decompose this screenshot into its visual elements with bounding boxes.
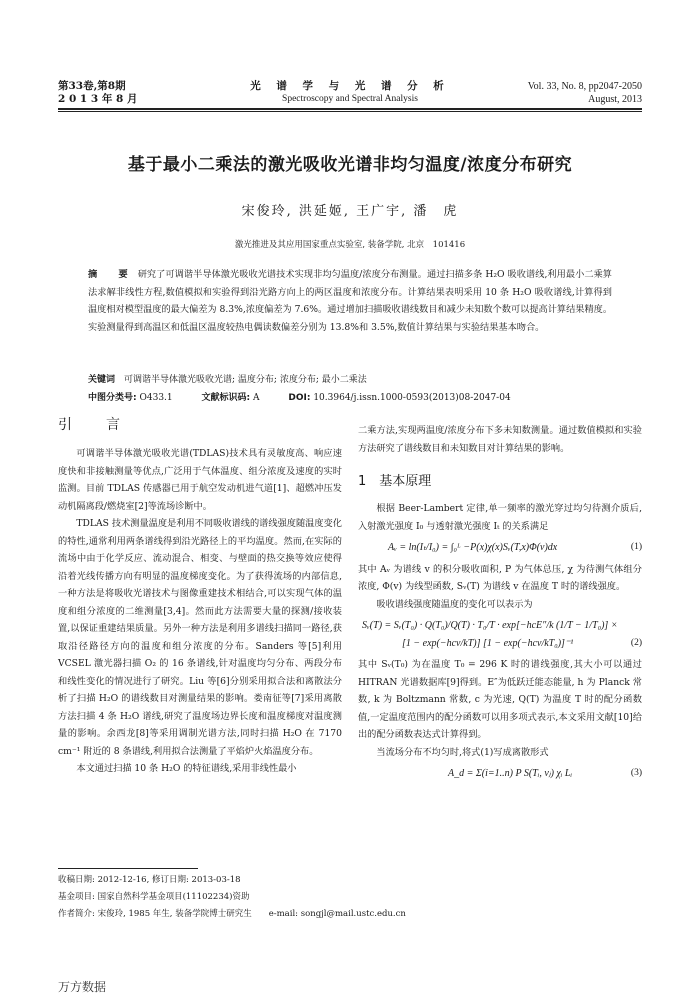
section1-paragraph-1: 根据 Beer-Lambert 定律,单一频率的激光穿过均匀待测介质后,入射激光强度 I₀ 与透射激光强度 Iₜ 的关系满足 [358, 503, 642, 532]
abstract [88, 266, 612, 336]
header-rule-thin [58, 111, 642, 112]
doi-value: 10.3964/j.issn.1000-0593(2013)08-2047-04 [313, 393, 511, 403]
intro-paragraph-3: 本文通过扫描 10 条 H₂O 的特征谱线,采用非线性最小 [76, 763, 297, 774]
equation-3 [358, 765, 642, 783]
equation-2-line-a: Sᵥ(T) = Sᵥ(T₀) · Q(T₀)/Q(T) · T₀/T · exp[−hcE″/k (1/T − 1/T₀)] × [362, 620, 618, 631]
section1-paragraph-5: 当流场分布不均匀时,将式(1)写成离散形式 [376, 746, 549, 758]
doc-value: A [253, 393, 260, 403]
header-rule [58, 108, 642, 110]
keywords-label: 关键词 [88, 375, 116, 385]
journal-en: Spectroscopy and Spectral Analysis [282, 94, 418, 104]
volume-en: Vol. 33, No. 8, pp2047-2050 [527, 81, 642, 92]
header-issue [528, 80, 642, 106]
equation-2-line-b: [1 − exp(−hcv/kT)] [1 − exp(−hcv/kT₀)]⁻¹ [402, 637, 574, 649]
paper-authors: 宋俊玲, 洪延姬, 王广宇, 潘 虎 [241, 204, 459, 219]
clc-value: O433.1 [139, 393, 173, 403]
paper-title: 基于最小二乘法的激光吸收光谱非均匀温度/浓度分布研究 [127, 155, 573, 175]
footnote-rule [58, 868, 198, 869]
equation-1-body: Aᵥ = ln(Iₜ/I₀) = ∫₀ᴸ −P(x)χ(x)Sᵥ(T,x)Φ(v)dx [388, 542, 558, 553]
equation-3-body: A_d = Σ(i=1..n) P S(Tᵢ, vⱼ) χᵢ Lᵢ [448, 768, 573, 779]
equation-3-number: (3) [630, 768, 642, 778]
watermark-text: 万方数据 [58, 980, 107, 994]
footnote-received: 收稿日期: 2012-12-16, 修订日期: 2013-03-18 [58, 875, 241, 885]
intro-body [58, 445, 342, 778]
equation-1 [358, 539, 642, 557]
doi-label: DOI: [288, 393, 311, 403]
equation-2 [358, 617, 642, 652]
section1-paragraph-2: 其中 Aᵥ 为谱线 v 的积分吸收面积, P 为气体总压, χ 为待测气体组分浓度, Φ(v) 为线型函数, Sᵥ(T) 为谱线 v 在温度 T 时的谱线强度。 [358, 563, 642, 592]
date-cn: 2 0 1 3 年 8 月 [58, 93, 138, 105]
footnote-author: 作者简介: 宋俊玲, 1985 年生, 装备学院博士研究生 e-mail: songjl@mail.ustc.edu.cn [58, 909, 406, 919]
classification [88, 390, 612, 408]
footnotes [58, 872, 658, 923]
clc-label: 中图分类号: [88, 393, 137, 403]
journal-cn: 光 谱 学 与 光 谱 分 析 [250, 80, 450, 92]
footnote-fund: 基金项目: 国家自然科学基金项目(11102234)资助 [58, 892, 250, 902]
section1-heading: 1 基本原理 [358, 474, 432, 489]
keywords-text: 可调谐半导体激光吸收光谱; 温度分布; 浓度分布; 最小二乘法 [124, 375, 367, 385]
section1-paragraph-3: 吸收谱线强度随温度的变化可以表示为 [376, 598, 533, 610]
paper-affiliation: 激光推进及其应用国家重点实验室, 装备学院, 北京 101416 [234, 240, 466, 250]
intro-continuation: 二乘方法,实现两温度/浓度分布下多未知数测量。通过数值模拟和实验方法研究了谱线数目和未知数目对计算结果的影响。 [358, 425, 642, 454]
section1-paragraph-4: 其中 Sᵥ(T₀) 为在温度 T₀ = 296 K 时的谱线强度,其大小可以通过 HITRAN 光谱数据库[9]得到。E″为低跃迁能态能量, h 为 Planck 常数, k 为 Boltzmann 常数, c 为光速, Q(T) 为温度 T 时的配分函数值,一定温度范围内的配分函数可以用多项式表示,本文采用文献[10]给出的配分函数表达式计算得到。 [358, 659, 642, 740]
abstract-text: 研究了可调谐半导体激光吸收光谱技术实现非均匀温度/浓度分布测量。通过扫描多条 H₂O 吸收谱线,利用最小二乘算法求解非线性方程,数值模拟和实验得到沿光路方向上的两区温度和浓度分布。计算结果表明采用 10 条 H₂O 吸收谱线,计算得到温度相对模型温度的最大偏差为 8.3%,浓度偏差为 7.6%。通过增加扫描吸收谱线数目和减少未知数个数可以提高计算结果精度。实验测量得到高温区和低温区温度较热电偶读数偏差分别为 13.8%和 3.5%,数值计算结果与实验结果基本吻合。 [88, 269, 613, 333]
keywords [88, 372, 612, 390]
doc-label: 文献标识码: [201, 393, 251, 403]
intro-paragraph-1: 可调谐半导体激光吸收光谱(TDLAS)技术具有灵敏度高、响应速度快和非接触测量等优点,广泛用于气体温度、组分浓度及速度的实时监测。目前 TDLAS 传感器已用于航空发动机进气道[1]、超燃冲压发动机隔离段/燃烧室[2]等流场诊断中。 [58, 448, 342, 512]
section1-body [358, 500, 642, 787]
abstract-label: 摘 要 [88, 269, 134, 280]
volume-cn: 第33卷,第8期 [58, 80, 126, 92]
equation-2-number: (2) [630, 637, 642, 648]
intro-heading: 引 言 [58, 417, 130, 433]
equation-1-number: (1) [630, 542, 642, 552]
date-en: August, 2013 [588, 94, 642, 105]
intro-paragraph-2: TDLAS 技术测量温度是利用不同吸收谱线的谱线强度随温度变化的特性,通常利用两条谱线得到沿光路径上的平均温度。然而,在实际的流场中由于化学反应、流动混合、相变、与壁面的热交换等效应使得沿着光线传播方向有明显的温度梯度变化。为了获得流场的内部信息,一种方法是将吸收光谱技术与图像重建技术相结合,可以实现气体的温度和组分浓度的二维测量[3,4]。然而此方法需要大量的探测/接收装置,以保证重建结果质量。另外一种方法是利用多谱线扫描同一路径,获取沿径路径方向的温度和组分浓度的分布。Sanders 等[5]利用 VCSEL 激光器扫描 O₂ 的 16 条谱线,针对温度均匀分布、两段分布和线性变化的情况进行了研究。Liu 等[6]分别采用拟合法和离散法分析了扫描 H₂O 的谱线数目对测量结果的影响。娄南征等[7]采用离散方法扫描 4 条 H₂O 谱线,研究了温度场边界长度和温度梯度对温度测量的影响。余西龙[8]等采用调制光谱方法,同时扫描 H₂O 在 7170 cm⁻¹ 附近的 8 条谱线,利用拟合法测量了平焰炉火焰温度分布。 [58, 518, 342, 757]
